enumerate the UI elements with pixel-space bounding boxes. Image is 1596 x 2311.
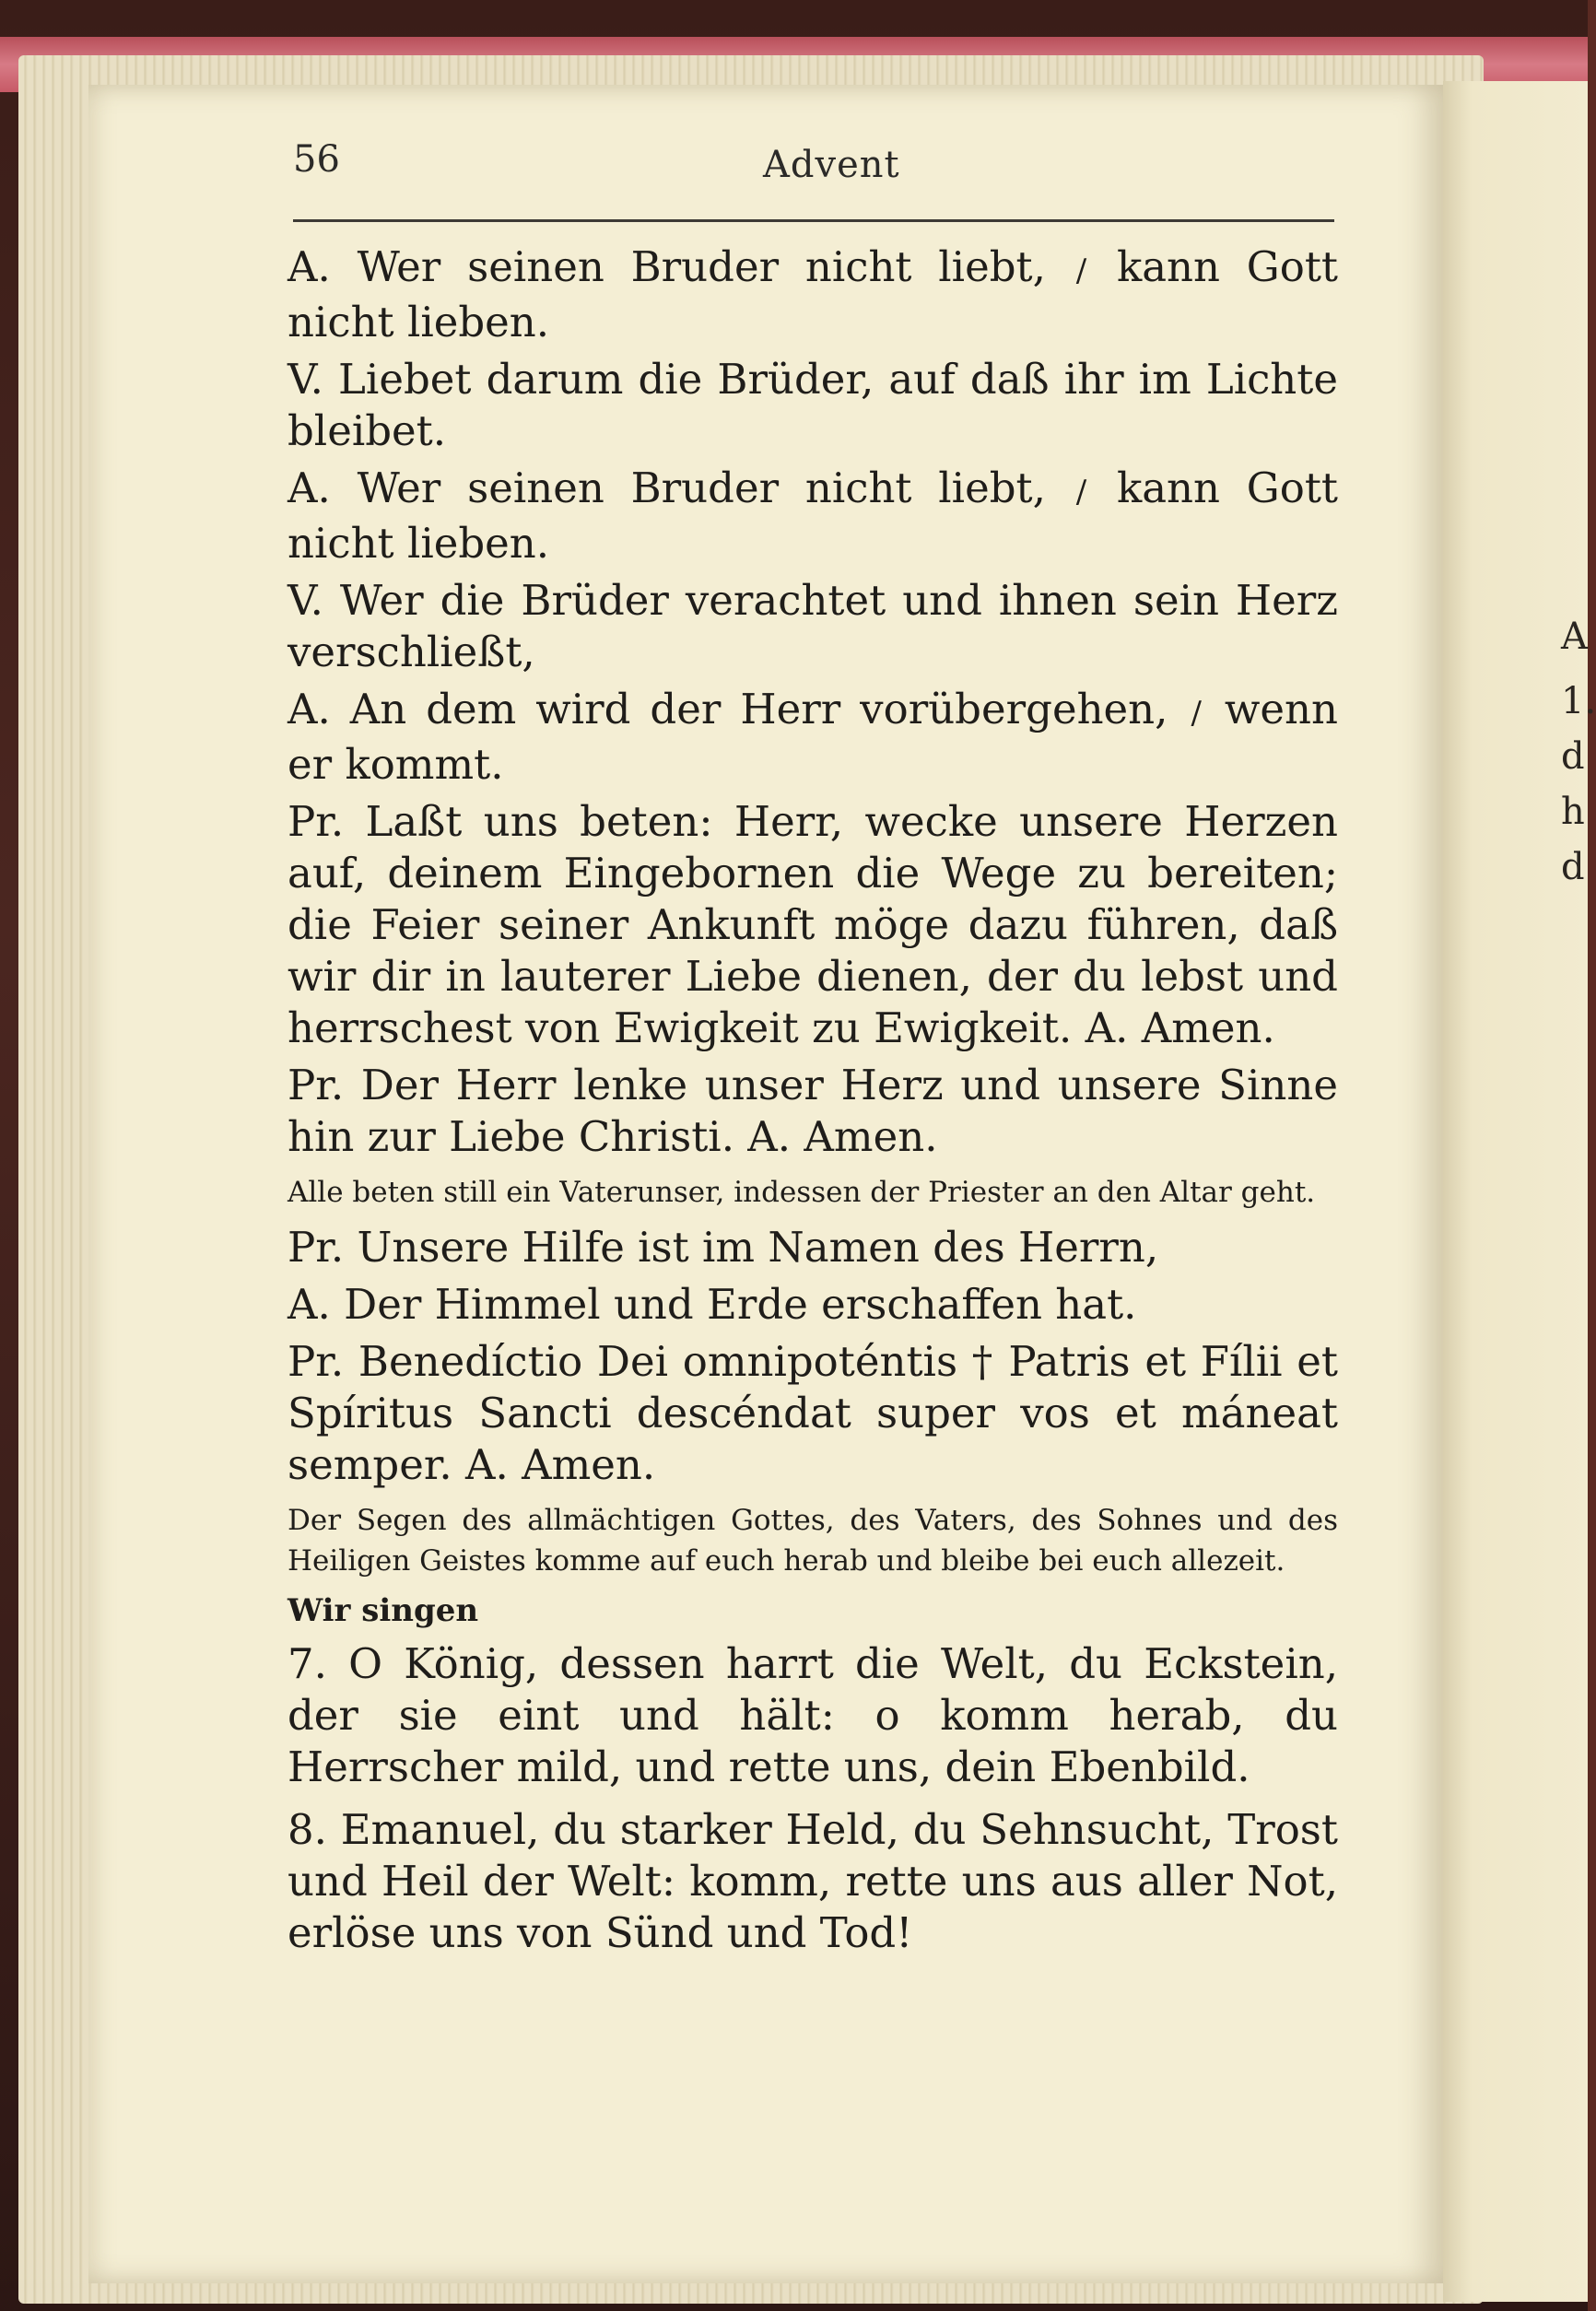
rubric-translation: Der Segen des allmächtigen Gottes, des Vaters, des Sohnes und des Heiligen Geistes komme auf euch herab und bleibe bei euch allezeit. [288,1504,1338,1578]
page-number: 56 [293,138,340,181]
versicle: Pr. Unsere Hilfe ist im Namen des Herrn, [288,1223,1159,1272]
latin-blessing: Pr. Benedíctio Dei omnipoténtis † Patris et Fílii et Spíritus Sancti descéndat super vos et máneat semper. A. Amen. [288,1337,1338,1489]
hymn-verse: 8. Emanuel, du starker Held, du Sehnsucht, Trost und Heil der Welt: komm, rette uns aus aller Not, erlöse uns von Sünd und Tod! [288,1805,1338,1957]
versicle: A. Wer seinen Bruder nicht liebt, / kann Gott nicht lieben. [288,463,1338,568]
facing-page-edge: A 1. d h d [1443,81,1588,2302]
prayer: Pr. Der Herr lenke unser Herz und unsere Sinne hin zur Liebe Christi. A. Amen. [288,1061,1338,1161]
header-rule [293,219,1334,222]
page-body [288,241,1338,1965]
section-heading: Wir singen [288,1592,479,1629]
hymn-verse: 7. O König, dessen harrt die Welt, du Eckstein, der sie eint und hält: o komm herab, du Herrscher mild, und rette uns, dein Ebenbild. [288,1639,1338,1791]
versicle: A. Der Himmel und Erde erschaffen hat. [288,1280,1137,1329]
versicle: A. Wer seinen Bruder nicht liebt, / kann Gott nicht lieben. [288,242,1338,346]
versicle: A. An dem wird der Herr vorübergehen, / wenn er kommt. [288,685,1338,789]
page-header [293,138,1334,197]
versicle: V. Liebet darum die Brüder, auf daß ihr im Lichte bleibet. [288,355,1339,455]
versicle: V. Wer die Brüder verachtet und ihnen sein Herz verschließt, [288,576,1338,676]
prayer: Pr. Laßt uns beten: Herr, wecke unsere Herzen auf, deinem Eingebornen die Wege zu bereiten; die Feier seiner Ankunft möge dazu führen, daß wir dir in lauterer Liebe dienen, der du lebst und herrschest von Ewigkeit zu Ewigkeit. A. Amen. [288,797,1338,1052]
running-head: Advent [763,144,900,186]
rubric: Alle beten still ein Vaterunser, indessen der Priester an den Altar geht. [288,1176,1316,1209]
